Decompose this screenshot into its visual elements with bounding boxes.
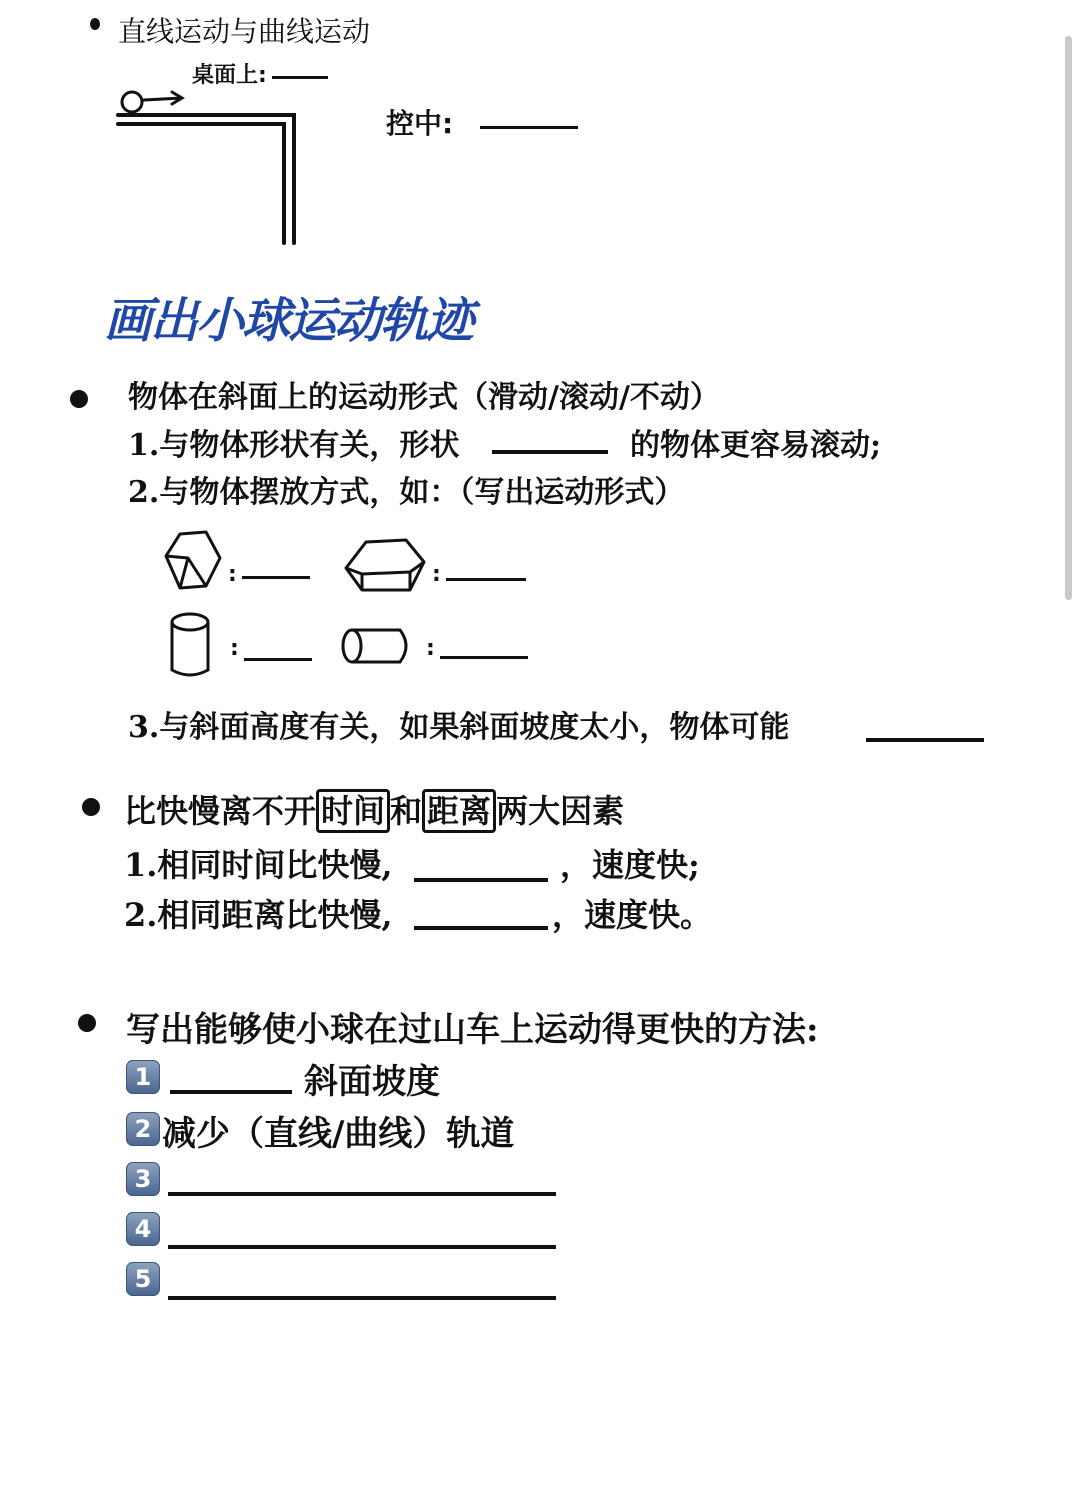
method-1-blank[interactable] [170, 1090, 292, 1094]
section2-item1-suffix: 的物体更容易滚动; [630, 428, 882, 463]
section2-item2: 2.与物体摆放方式，如：（写出运动形式） [128, 475, 685, 510]
bullet-1 [90, 18, 100, 30]
number-1-icon: 1 [126, 1060, 160, 1094]
bullet-4 [78, 1014, 96, 1032]
section4-title: 写出能够使小球在过山车上运动得更快的方法: [126, 1010, 819, 1050]
shape-blank-3[interactable] [244, 658, 312, 661]
section1-title: 直线运动与曲线运动 [118, 15, 371, 48]
number-2-icon: 2 [126, 1112, 160, 1146]
time-box: 时间 [316, 789, 390, 833]
section3-title [124, 786, 624, 832]
section2-item1-prefix: 1.与物体形状有关，形状 [128, 428, 460, 463]
number-3-icon: 3 [126, 1162, 160, 1196]
bullet-2 [70, 390, 88, 408]
arrow-icon [144, 92, 182, 104]
table-diagram [110, 80, 310, 250]
bullet-3 [82, 798, 100, 816]
slope-blank[interactable] [866, 738, 984, 742]
section3-item1-suffix: ，速度快; [560, 846, 700, 884]
section3-title-suffix: 两大因素 [496, 792, 625, 830]
same-time-blank[interactable] [414, 878, 548, 882]
section2-item3: 3.与斜面高度有关，如果斜面坡度太小，物体可能 [128, 710, 790, 745]
section3-item2-suffix: ，速度快。 [552, 896, 713, 934]
shape-blank-2[interactable] [446, 578, 526, 581]
method-1-text: 斜面坡度 [304, 1062, 440, 1102]
ball-icon [122, 92, 142, 112]
number-5-icon: 5 [126, 1262, 160, 1296]
section3-item2-prefix: 2.相同距离比快慢, [124, 896, 393, 934]
distance-box: 距离 [422, 789, 496, 833]
method-2-text: 减少（直线/曲线）轨道 [162, 1114, 515, 1154]
colon-2: : [432, 562, 441, 587]
method-4-blank[interactable] [168, 1245, 556, 1249]
method-3-blank[interactable] [168, 1192, 556, 1196]
flat-block-icon [340, 534, 430, 596]
section2-title: 物体在斜面上的运动形式（滑动/滚动/不动） [128, 380, 720, 415]
colon-1: : [228, 562, 237, 587]
air-label: 控中: [386, 107, 454, 140]
trajectory-caption: 画出小球运动轨迹 [104, 293, 473, 349]
same-distance-blank[interactable] [414, 926, 548, 930]
section3-title-prefix: 比快慢离不开 [124, 792, 317, 830]
upright-block-icon [158, 528, 228, 592]
shape-blank[interactable] [492, 450, 608, 454]
table-label: 桌面上: [192, 63, 267, 88]
section3-item1-prefix: 1.相同时间比快慢, [124, 846, 393, 884]
table-blank[interactable] [272, 76, 328, 79]
method-5-blank[interactable] [168, 1296, 556, 1300]
lying-cylinder-icon [338, 624, 418, 668]
shape-blank-4[interactable] [440, 656, 528, 659]
air-blank[interactable] [480, 126, 578, 129]
number-4-icon: 4 [126, 1212, 160, 1246]
section3-title-mid: 和 [390, 792, 423, 830]
shape-blank-1[interactable] [242, 576, 310, 579]
colon-4: : [426, 636, 435, 661]
vertical-scrollbar[interactable] [1065, 36, 1072, 600]
upright-cylinder-icon [166, 610, 216, 680]
colon-3: : [230, 636, 239, 661]
